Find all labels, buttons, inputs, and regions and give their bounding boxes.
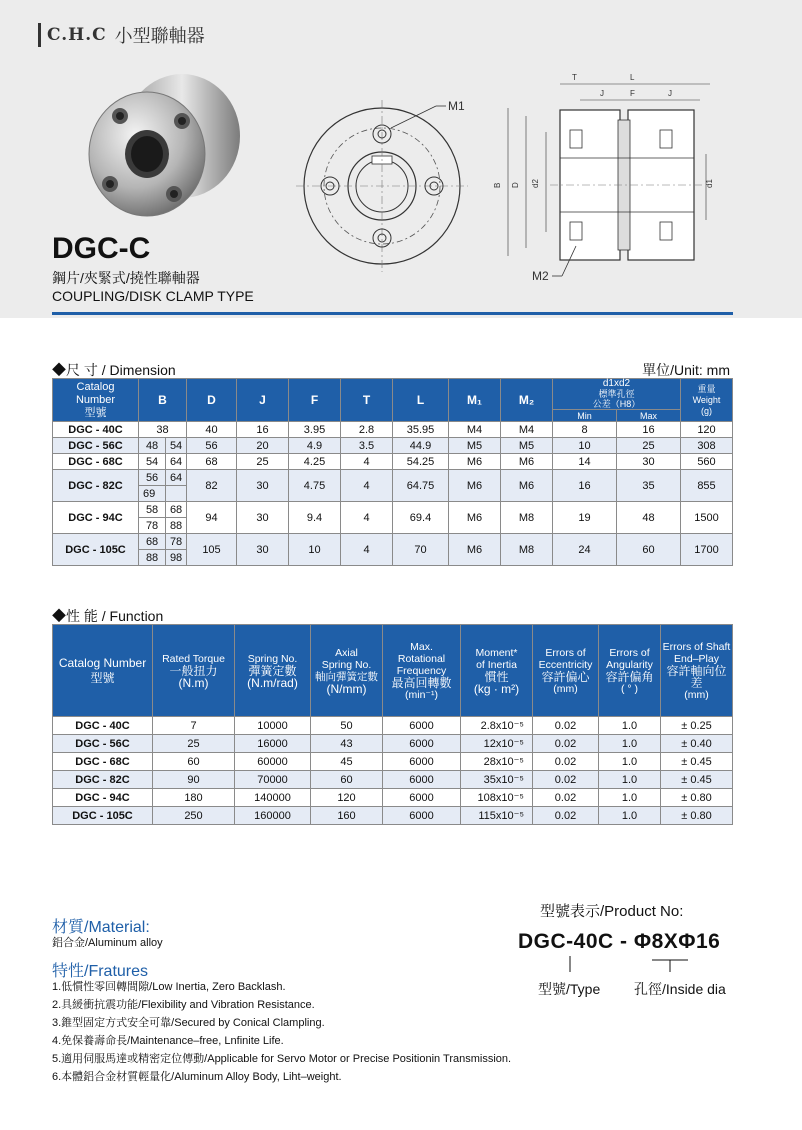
row-b: 88 [166, 518, 187, 534]
fn-cell-shaft: ± 0.40 [661, 735, 733, 753]
fn-cell-speed: 6000 [383, 717, 461, 735]
dimension-heading: ◆尺 寸 / Dimension [52, 362, 176, 378]
row-m2: M5 [501, 438, 553, 454]
col-catalog-line2: Number [75, 393, 116, 406]
fn-cell-inertia: 12x10⁻⁵ [461, 735, 533, 753]
fn-cell-spring: 70000 [235, 771, 311, 789]
row-max: 16 [617, 422, 681, 438]
row-d: 68 [187, 454, 237, 470]
row-m1: M4 [449, 422, 501, 438]
row-m2: M4 [501, 422, 553, 438]
fn-cell-inertia: 28x10⁻⁵ [461, 753, 533, 771]
fn-col-inertia-line4: (kg · m²) [473, 681, 520, 696]
fn-cell-inertia: 35x10⁻⁵ [461, 771, 533, 789]
fn-cell-ang: 1.0 [599, 735, 661, 753]
row-weight: 560 [681, 454, 733, 470]
feature-item: 3.錐型固定方式安全可靠/Secured by Conical Clampling. [52, 1017, 325, 1029]
table-row [53, 771, 733, 789]
col-d: D [187, 379, 237, 422]
fn-col-ang-line2: Angularity [606, 658, 653, 671]
product-no-dia: 孔徑/Inside dia [634, 981, 726, 997]
fn-cell-spring: 60000 [235, 753, 311, 771]
row-j: 20 [237, 438, 289, 454]
fn-cell-shaft: ± 0.45 [661, 753, 733, 771]
dimension-table [52, 378, 733, 566]
row-min: 8 [553, 422, 617, 438]
fn-cell-inertia: 2.8x10⁻⁵ [461, 717, 533, 735]
fn-cell-speed: 6000 [383, 735, 461, 753]
table-row [53, 438, 733, 454]
fn-col-speed-line1: Max. [410, 640, 433, 653]
fn-cell-cat: DGC - 94C [53, 789, 153, 807]
row-b: 58 [139, 502, 166, 518]
fn-col-speed-line3: Frequency [396, 664, 447, 677]
dim-j1: J [600, 89, 604, 98]
fn-col-shaft-line1: Errors of Shaft [662, 640, 731, 653]
row-l: 70 [393, 534, 449, 566]
material-title: 材質/Material: [52, 919, 150, 936]
dim-b: B [493, 182, 502, 188]
col-d1d2 [553, 379, 681, 410]
fn-col-shaft-line4: (mm) [684, 688, 709, 701]
fn-col-catalog-line1: Catalog Number [58, 655, 147, 670]
row-weight: 1700 [681, 534, 733, 566]
fn-col-speed-line4: 最高回轉數 [391, 675, 452, 690]
fn-cell-ang: 1.0 [599, 717, 661, 735]
row-b: 54 [166, 438, 187, 454]
brand-bar [38, 23, 41, 47]
fn-cell-axial: 120 [311, 789, 383, 807]
m2-label: M2 [532, 269, 549, 283]
row-t: 4 [341, 454, 393, 470]
fn-cell-torque: 60 [153, 753, 235, 771]
product-no-leader-lines [560, 956, 700, 976]
col-m2: M₂ [501, 379, 553, 422]
dim-d2: d2 [531, 179, 540, 188]
fn-cell-torque: 180 [153, 789, 235, 807]
m1-label: M1 [448, 99, 465, 113]
row-f: 9.4 [289, 502, 341, 534]
product-no-code: DGC-40C - Φ8XΦ16 [518, 930, 721, 953]
fn-col-shaft-line3: 容許軸向位差 [666, 663, 727, 690]
fn-col-catalog [53, 625, 153, 717]
row-m1: M5 [449, 438, 501, 454]
row-m1: M6 [449, 454, 501, 470]
fn-col-speed [383, 625, 461, 717]
table-row [53, 422, 733, 438]
fn-col-axial-line4: (N/mm) [326, 681, 367, 696]
fn-cell-speed: 6000 [383, 771, 461, 789]
col-catalog-line3: 型號 [84, 406, 107, 419]
front-view-drawing [296, 86, 476, 276]
row-catalog: DGC - 56C [53, 438, 139, 454]
fn-cell-cat: DGC - 56C [53, 735, 153, 753]
fn-cell-axial: 160 [311, 807, 383, 825]
fn-cell-speed: 6000 [383, 807, 461, 825]
row-b: 88 [139, 550, 166, 566]
fn-col-inertia-line1: Moment* [475, 646, 518, 659]
fn-cell-shaft: ± 0.80 [661, 789, 733, 807]
col-max: Max [617, 410, 681, 422]
fn-cell-torque: 25 [153, 735, 235, 753]
function-table [52, 624, 733, 825]
fn-cell-torque: 90 [153, 771, 235, 789]
fn-cell-ang: 1.0 [599, 753, 661, 771]
fn-col-ecc-line2: Eccentricity [538, 658, 593, 671]
coupling-photo [72, 66, 252, 226]
row-t: 4 [341, 470, 393, 502]
col-catalog-line1: Catalog [76, 380, 115, 393]
dim-f: F [630, 89, 635, 98]
fn-col-catalog-line2: 型號 [90, 670, 115, 685]
fn-col-ecc-line3: 容許偏心 [541, 669, 590, 684]
row-min: 16 [553, 470, 617, 502]
row-b: 78 [166, 534, 187, 550]
row-m2: M8 [501, 534, 553, 566]
row-weight: 308 [681, 438, 733, 454]
row-max: 60 [617, 534, 681, 566]
table-row [53, 470, 733, 486]
row-max: 35 [617, 470, 681, 502]
table-row [53, 534, 733, 550]
table-row [53, 717, 733, 735]
col-d1d2-line3: 公差（H8） [592, 399, 641, 409]
row-m1: M6 [449, 534, 501, 566]
row-b: 54 [139, 454, 166, 470]
table-row [53, 789, 733, 807]
row-j: 30 [237, 534, 289, 566]
features-title: 特性/Fratures [52, 963, 149, 980]
row-t: 4 [341, 502, 393, 534]
fn-col-axial-line1: Axial [335, 646, 358, 659]
fn-col-torque-line1: Rated Torque [162, 652, 225, 665]
row-t: 3.5 [341, 438, 393, 454]
row-b: 68 [139, 534, 166, 550]
row-b: 56 [139, 470, 166, 486]
row-max: 30 [617, 454, 681, 470]
fn-col-ecc-line4: (mm) [553, 682, 578, 695]
col-d1d2-line2: 標準孔徑 [598, 389, 635, 399]
col-b: B [139, 379, 187, 422]
row-m2: M6 [501, 454, 553, 470]
col-weight-line1: 重量 [697, 383, 716, 394]
row-catalog: DGC - 68C [53, 454, 139, 470]
col-t: T [341, 379, 393, 422]
table-row [53, 807, 733, 825]
fn-cell-speed: 6000 [383, 753, 461, 771]
fn-cell-cat: DGC - 105C [53, 807, 153, 825]
row-weight: 120 [681, 422, 733, 438]
dim-t: T [572, 73, 577, 82]
col-m1: M₁ [449, 379, 501, 422]
row-f: 4.75 [289, 470, 341, 502]
table-row [53, 753, 733, 771]
fn-col-ang [599, 625, 661, 717]
model-title: DGC-C [52, 232, 151, 265]
fn-col-torque-line3: (N.m) [178, 675, 209, 690]
fn-cell-spring: 140000 [235, 789, 311, 807]
header-divider [52, 312, 733, 315]
fn-col-ang-line3: 容許偏角 [605, 669, 654, 684]
model-subtitle-zh: 鋼片/夾緊式/撓性聯軸器 [52, 270, 200, 286]
dim-d: D [511, 182, 520, 188]
fn-cell-inertia: 115x10⁻⁵ [461, 807, 533, 825]
row-f: 3.95 [289, 422, 341, 438]
fn-col-ang-line4: ( ° ) [620, 682, 639, 695]
row-m1: M6 [449, 502, 501, 534]
row-t: 2.8 [341, 422, 393, 438]
fn-cell-ecc: 0.02 [533, 789, 599, 807]
row-catalog: DGC - 94C [53, 502, 139, 534]
row-d: 56 [187, 438, 237, 454]
product-no-title: 型號表示/Product No: [540, 903, 684, 920]
feature-item: 2.具緩衝抗震功能/Flexibility and Vibration Resistance. [52, 999, 315, 1011]
fn-col-ang-line1: Errors of [609, 646, 650, 659]
side-view-drawing [480, 70, 720, 290]
fn-cell-speed: 6000 [383, 789, 461, 807]
row-j: 30 [237, 470, 289, 502]
row-f: 10 [289, 534, 341, 566]
fn-cell-cat: DGC - 68C [53, 753, 153, 771]
fn-col-inertia-line2: of Inertia [476, 658, 517, 671]
features-list [52, 978, 511, 1086]
fn-cell-ang: 1.0 [599, 771, 661, 789]
brand-logo: C.H.C [47, 25, 107, 45]
fn-cell-ang: 1.0 [599, 789, 661, 807]
row-catalog: DGC - 40C [53, 422, 139, 438]
row-f: 4.9 [289, 438, 341, 454]
row-b: 68 [166, 502, 187, 518]
row-b: 98 [166, 550, 187, 566]
brand [38, 22, 205, 48]
dim-d1: d1 [705, 179, 714, 188]
row-m1: M6 [449, 470, 501, 502]
col-weight-line2: Weight [692, 394, 721, 405]
fn-cell-torque: 7 [153, 717, 235, 735]
feature-item: 4.免保養壽命長/Maintenance–free, Lnfinite Life. [52, 1035, 284, 1047]
row-min: 19 [553, 502, 617, 534]
fn-cell-ecc: 0.02 [533, 735, 599, 753]
fn-col-speed-line2: Rotational [397, 652, 446, 665]
col-f: F [289, 379, 341, 422]
row-l: 35.95 [393, 422, 449, 438]
product-no-type: 型號/Type [538, 981, 601, 997]
row-l: 64.75 [393, 470, 449, 502]
row-b-empty [166, 486, 187, 502]
fn-cell-ecc: 0.02 [533, 753, 599, 771]
fn-cell-inertia: 108x10⁻⁵ [461, 789, 533, 807]
row-d: 82 [187, 470, 237, 502]
fn-col-spring-line1: Spring No. [247, 652, 298, 665]
fn-col-torque [153, 625, 235, 717]
row-j: 30 [237, 502, 289, 534]
row-b: 64 [166, 454, 187, 470]
table-row [53, 454, 733, 470]
col-d1d2-line1: d1xd2 [602, 378, 631, 389]
fn-col-speed-line5: (min⁻¹) [405, 688, 438, 701]
row-weight: 1500 [681, 502, 733, 534]
row-l: 69.4 [393, 502, 449, 534]
row-b: 64 [166, 470, 187, 486]
row-min: 10 [553, 438, 617, 454]
fn-cell-shaft: ± 0.80 [661, 807, 733, 825]
dim-l: L [630, 73, 635, 82]
col-l: L [393, 379, 449, 422]
fn-col-ecc-line1: Errors of [545, 646, 586, 659]
row-min: 14 [553, 454, 617, 470]
fn-cell-ecc: 0.02 [533, 717, 599, 735]
fn-col-ecc [533, 625, 599, 717]
fn-cell-axial: 45 [311, 753, 383, 771]
row-max: 25 [617, 438, 681, 454]
col-weight [681, 379, 733, 422]
col-catalog [53, 379, 139, 422]
feature-item: 1.低慣性零回轉間隙/Low Inertia, Zero Backlash. [52, 981, 286, 993]
fn-cell-cat: DGC - 82C [53, 771, 153, 789]
fn-col-spring [235, 625, 311, 717]
fn-cell-cat: DGC - 40C [53, 717, 153, 735]
row-b: 69 [139, 486, 166, 502]
fn-col-spring-line3: (N.m/rad) [247, 675, 298, 690]
fn-col-shaft [661, 625, 733, 717]
table-row [53, 502, 733, 518]
brand-subtitle: 小型聯軸器 [114, 26, 205, 47]
fn-col-inertia [461, 625, 533, 717]
col-min: Min [553, 410, 617, 422]
row-t: 4 [341, 534, 393, 566]
unit-label: 單位/Unit: mm [642, 362, 730, 378]
row-b: 38 [139, 422, 187, 438]
table-row [53, 735, 733, 753]
fn-col-inertia-line3: 慣性 [484, 669, 509, 684]
fn-col-spring-line2: 彈簧定數 [248, 663, 297, 678]
row-l: 54.25 [393, 454, 449, 470]
row-d: 105 [187, 534, 237, 566]
fn-cell-shaft: ± 0.25 [661, 717, 733, 735]
material-text: 鋁合金/Aluminum alloy [52, 937, 163, 949]
row-b: 48 [139, 438, 166, 454]
fn-cell-spring: 16000 [235, 735, 311, 753]
fn-col-axial-line2: Spring No. [321, 658, 372, 671]
row-d: 94 [187, 502, 237, 534]
row-f: 4.25 [289, 454, 341, 470]
row-catalog: DGC - 105C [53, 534, 139, 566]
fn-col-shaft-line2: End–Play [674, 652, 719, 665]
fn-cell-axial: 50 [311, 717, 383, 735]
fn-cell-ecc: 0.02 [533, 807, 599, 825]
row-j: 25 [237, 454, 289, 470]
row-max: 48 [617, 502, 681, 534]
row-m2: M6 [501, 470, 553, 502]
fn-cell-ecc: 0.02 [533, 771, 599, 789]
row-weight: 855 [681, 470, 733, 502]
fn-cell-spring: 10000 [235, 717, 311, 735]
fn-cell-torque: 250 [153, 807, 235, 825]
row-m2: M8 [501, 502, 553, 534]
row-l: 44.9 [393, 438, 449, 454]
fn-col-torque-line2: 一般扭力 [169, 663, 218, 678]
fn-col-axial [311, 625, 383, 717]
fn-cell-ang: 1.0 [599, 807, 661, 825]
feature-item: 5.適用伺服馬達或精密定位傳動/Applicable for Servo Motor or Precise Positionin Transmission. [52, 1053, 512, 1065]
row-d: 40 [187, 422, 237, 438]
col-j: J [237, 379, 289, 422]
dim-j2: J [668, 89, 672, 98]
feature-item: 6.本體鋁合金材質輕量化/Aluminum Alloy Body, Liht–weight. [52, 1071, 342, 1083]
fn-cell-axial: 43 [311, 735, 383, 753]
row-min: 24 [553, 534, 617, 566]
row-catalog: DGC - 82C [53, 470, 139, 502]
fn-col-axial-line3: 軸向彈簧定數 [315, 670, 378, 683]
fn-cell-axial: 60 [311, 771, 383, 789]
col-weight-line3: (g) [701, 405, 712, 416]
row-j: 16 [237, 422, 289, 438]
row-b: 78 [139, 518, 166, 534]
function-heading: ◆性 能 / Function [52, 608, 164, 624]
fn-cell-shaft: ± 0.45 [661, 771, 733, 789]
fn-cell-spring: 160000 [235, 807, 311, 825]
model-subtitle-en: COUPLING/DISK CLAMP TYPE [52, 288, 254, 304]
